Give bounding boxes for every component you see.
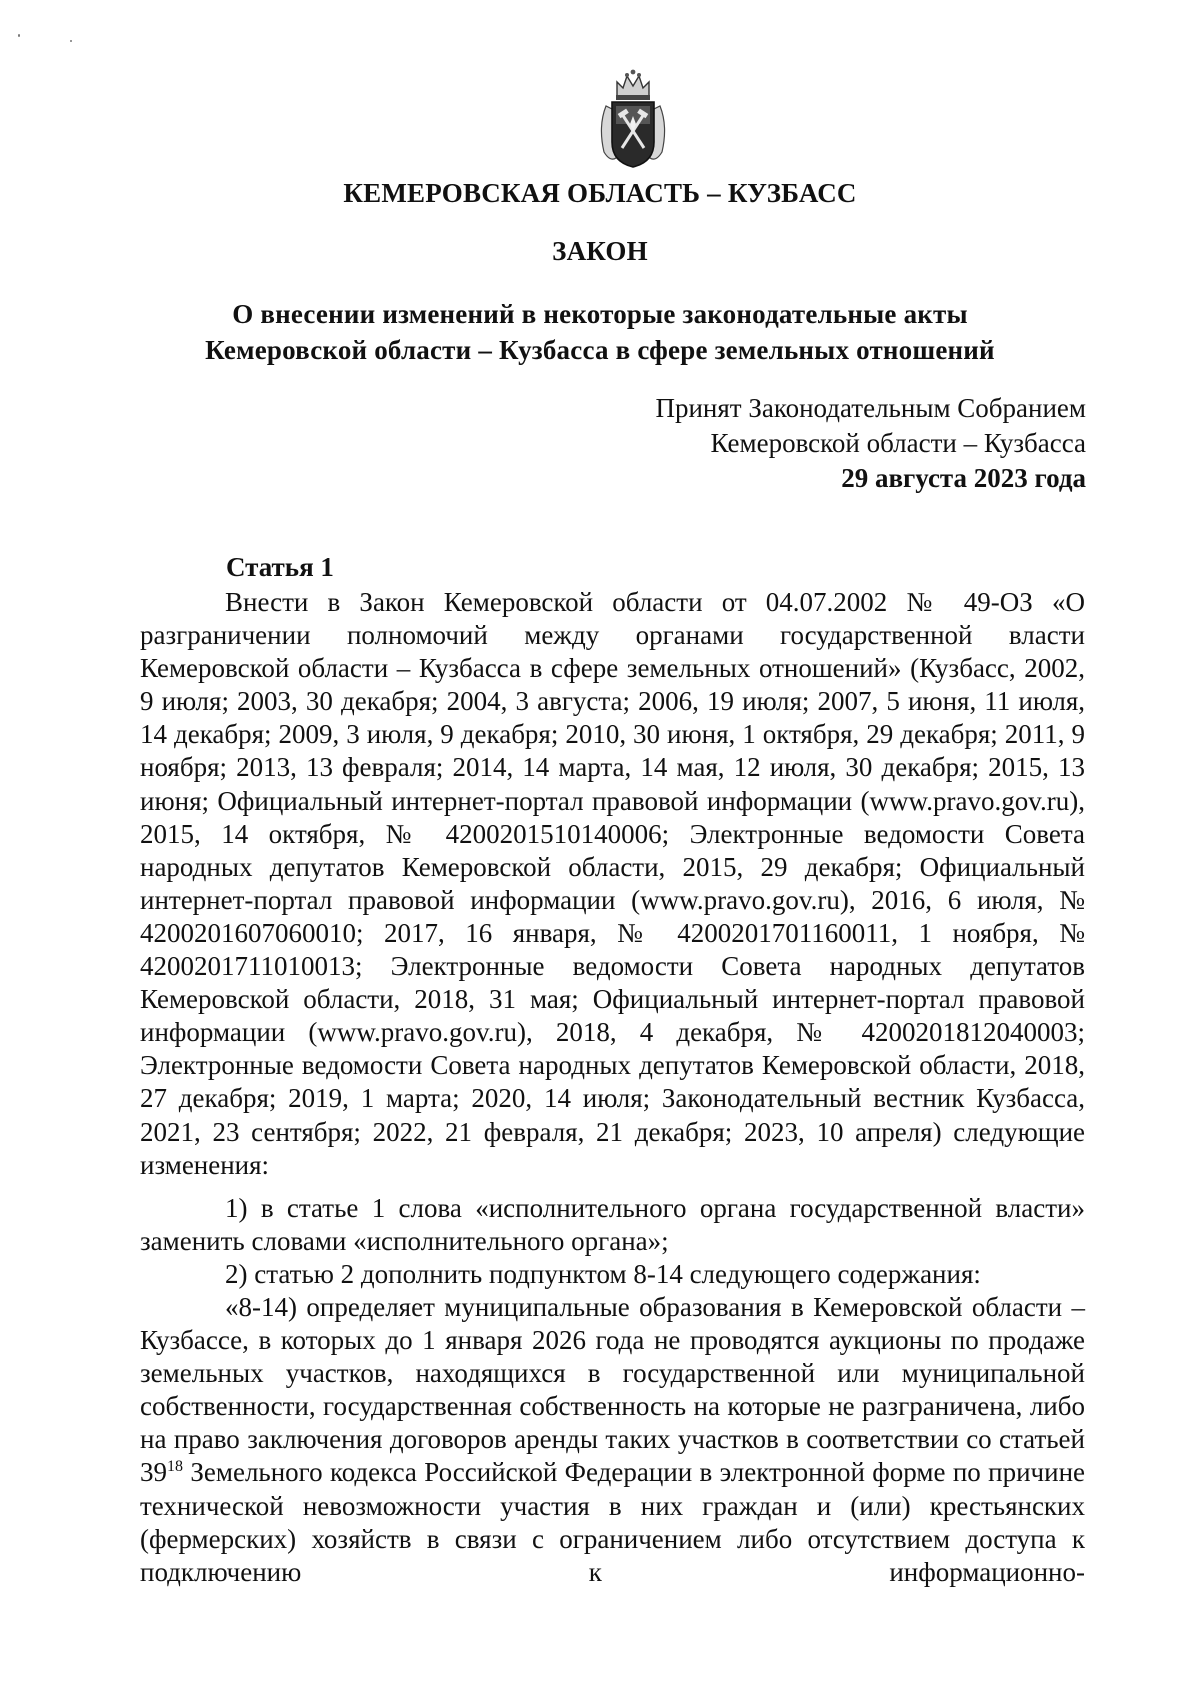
article-number-superscript: 18: [167, 1458, 183, 1476]
law-title-line-2: Кемеровской области – Кузбасса в сфере земельных отношений: [205, 335, 995, 365]
article-item-1: 1) в статье 1 слова «исполнительного органа государственной власти» заменить словами «исполнительного органа»;: [140, 1193, 1085, 1257]
law-title-line-1: О внесении изменений в некоторые законодательные акты: [232, 299, 968, 329]
article-main-paragraph: Внести в Закон Кемеровской области от 04.07.2002 № 49-ОЗ «О разграничении полномочий между органами государственной власти Кемеровской области – Кузбасса в сфере земельных отношений» (Кузбасс, 2002, 9 июля; 2003, 30 декабря; 2004, 3 августа; 2006, 19 июля; 2007, 5 июня, 11 июля, 14 декабря; 2009, 3 июля, 9 декабря; 2010, 30 июня, 1 октября, 29 декабря; 2011, 9 ноября; 2013, 13 февраля; 2014, 14 марта, 14 мая, 12 июля, 30 декабря; 2015, 13 июня; Официальный интернет-портал правовой информации (www.pravo.gov.ru), 2015, 14 октября, № 4200201510140006; Электронные ведомости Совета народных депутатов Кемеровской области, 2015, 29 декабря; Официальный интернет-портал правовой информации (www.pravo.gov.ru), 2016, 6 июля, № 4200201607060010; 2017, 16 января, № 4200201701160011, 1 ноября, № 4200201711010013; Электронные ведомости Совета народных депутатов Кемеровской области, 2018, 31 мая; Официальный интернет-портал правовой информации (www.pravo.gov.ru), 2018, 4 декабря, № 4200201812040003; Электронные ведомости Совета народных депутатов Кемеровской области, 2018, 27 декабря; 2019, 1 марта; 2020, 14 июля; Законодательный вестник Кузбасса, 2021, 23 сентября; 2022, 21 февраля, 21 декабря; 2023, 10 апреля) следующие изменения:: [140, 587, 1085, 1180]
scan-speck: [18, 34, 20, 37]
region-name: КЕМЕРОВСКАЯ ОБЛАСТЬ – КУЗБАСС: [343, 178, 857, 208]
article-heading: Статья 1: [226, 552, 334, 582]
adoption-date: 29 августа 2023 года: [841, 463, 1086, 493]
subitem-text-part-1: «8-14) определяет муниципальные образования в Кемеровской области – Кузбассе, в которых до 1 января 2026 года не проводятся аукционы по продаже земельных участков, находящихся в государственной или муниципальной собственности, государственная собственность на которые не разграничена, либо на право заключения договоров аренды таких участков в соответствии со статьей 39: [140, 1292, 1085, 1488]
document-type: ЗАКОН: [552, 236, 648, 266]
adoption-line-1: Принят Законодательным Собранием: [655, 393, 1086, 423]
article-subitem-8-14: [140, 1291, 1085, 1589]
adoption-line-2: Кемеровской области – Кузбасса: [710, 428, 1086, 458]
subitem-text-part-2: Земельного кодекса Российской Федерации в электронной форме по причине технической невозможности участия в них граждан и (или) крестьянских (фермерских) хозяйств в связи с ограничением либо отсутствием доступа к подключению к информационно-: [140, 1457, 1085, 1587]
kemerovo-coat-of-arms-icon: [592, 66, 674, 170]
scan-speck: [70, 40, 72, 42]
article-item-2: 2) статью 2 дополнить подпунктом 8-14 следующего содержания:: [225, 1259, 981, 1289]
